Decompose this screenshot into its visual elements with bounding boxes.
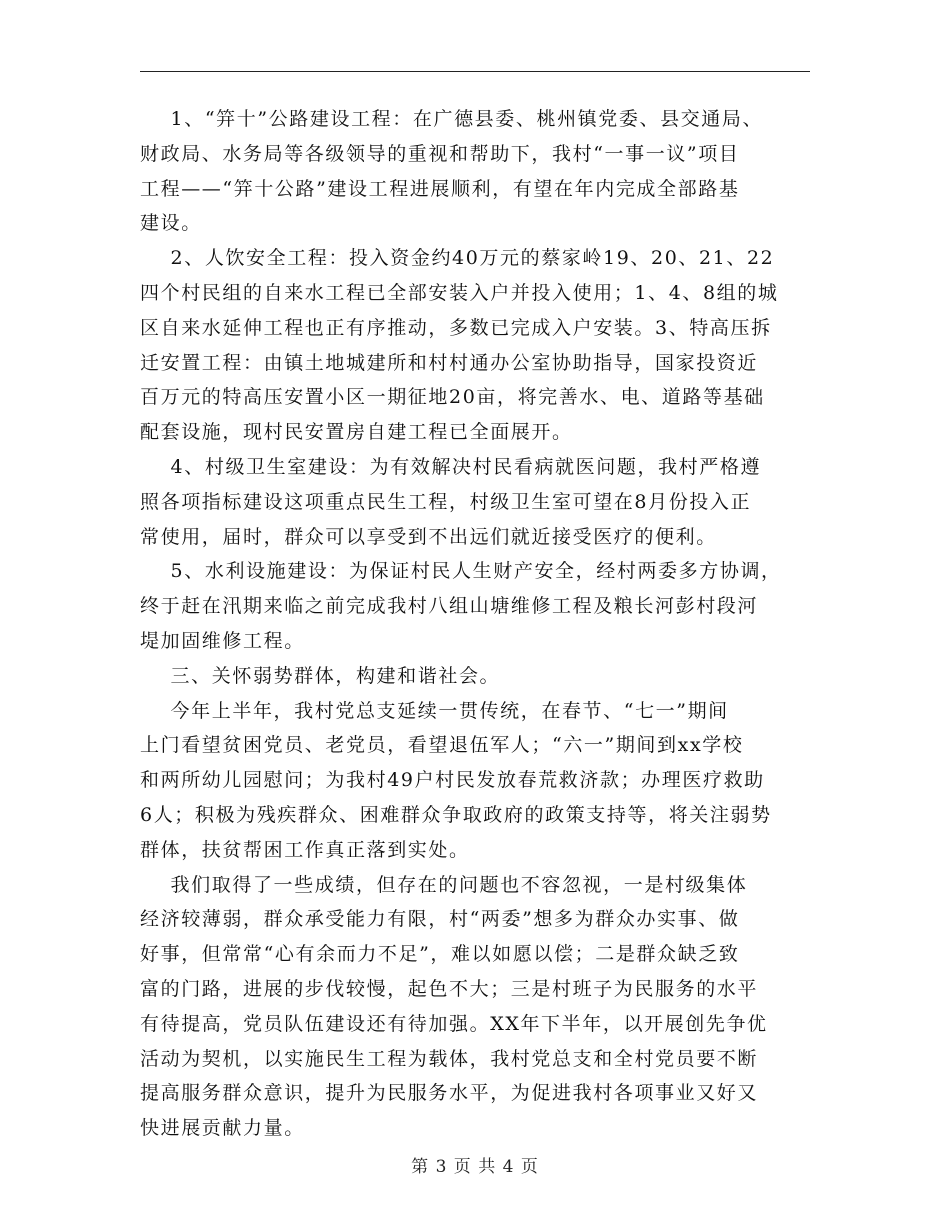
text-line: 活动为契机，以实施民生工程为载体，我村党总支和全村党员要不断 bbox=[140, 1047, 759, 1070]
text-line: 5、水利设施建设：为保证村民人生财产安全，经村两委多方协调， bbox=[140, 560, 782, 583]
text-line: 上门看望贫困党员、老党员，看望退伍军人；“六一”期间到xx学校 bbox=[140, 734, 744, 757]
section-heading bbox=[140, 659, 830, 694]
text-line: 四个村民组的自来水工程已全部安装入户并投入使用；1、4、8组的城 bbox=[140, 281, 779, 304]
document-body bbox=[140, 102, 830, 1146]
text-line: 区自来水延伸工程也正有序推动，多数已完成入户安装。3、特高压拆 bbox=[140, 316, 772, 339]
text-line: 快进展贡献力量。 bbox=[140, 1117, 305, 1140]
text-line: 我们取得了一些成绩，但存在的问题也不容忽视，一是村级集体 bbox=[140, 873, 748, 896]
paragraph-water-safety bbox=[140, 241, 830, 450]
text-line: 群体，扶贫帮困工作真正落到实处。 bbox=[140, 838, 470, 861]
text-line: 财政局、水务局等各级领导的重视和帮助下，我村“一事一议”项目 bbox=[140, 142, 740, 165]
page-number-footer: 第 3 页 共 4 页 bbox=[411, 1157, 539, 1177]
text-line: 三、关怀弱势群体，构建和谐社会。 bbox=[140, 664, 501, 687]
text-line: 1、“笄十”公路建设工程：在广德县委、桃州镇党委、县交通局、 bbox=[140, 108, 764, 130]
text-line: 2、人饮安全工程：投入资金约40万元的蔡家岭19、20、21、22 bbox=[140, 247, 775, 270]
paragraph-irrigation bbox=[140, 554, 830, 658]
text-line: 富的门路，进展的步伐较慢，起色不大；三是村班子为民服务的水平 bbox=[140, 977, 759, 1000]
text-line: 好事，但常常“心有余而力不足”，难以如愿以偿；二是群众缺乏致 bbox=[140, 943, 740, 966]
text-line: 配套设施，现村民安置房自建工程已全面展开。 bbox=[140, 421, 573, 444]
text-line: 提高服务群众意识，提升为民服务水平，为促进我村各项事业又好又 bbox=[140, 1082, 759, 1105]
text-line: 照各项指标建设这项重点民生工程，村级卫生室可望在8月份投入正 bbox=[140, 490, 752, 513]
paragraph-road-project bbox=[140, 102, 830, 241]
text-line: 和两所幼儿园慰问；为我村49户村民发放春荒救济款；办理医疗救助 bbox=[140, 769, 765, 792]
text-line: 4、村级卫生室建设：为有效解决村民看病就医问题，我村严格遵 bbox=[140, 455, 762, 478]
paragraph-clinic bbox=[140, 450, 830, 554]
text-line: 有待提高，党员队伍建设还有待加强。XX年下半年，以开展创先争优 bbox=[140, 1012, 768, 1035]
paragraph-vulnerable-groups bbox=[140, 694, 830, 868]
text-line: 百万元的特高压安置小区一期征地20亩，将完善水、电、道路等基础 bbox=[140, 386, 765, 409]
text-line: 常使用，届时，群众可以享受到不出远们就近接受医疗的便利。 bbox=[140, 525, 717, 548]
text-line: 今年上半年，我村党总支延续一贯传统，在春节、“七一”期间 bbox=[140, 699, 729, 722]
text-line: 工程——“笄十公路”建设工程进展顺利，有望在年内完成全部路基 bbox=[140, 177, 740, 200]
text-line: 迁安置工程：由镇土地城建所和村村通办公室协助指导，国家投资近 bbox=[140, 351, 759, 374]
text-line: 终于赶在汛期来临之前完成我村八组山塘维修工程及粮长河彭村段河 bbox=[140, 595, 759, 618]
text-line: 建设。 bbox=[140, 212, 202, 235]
paragraph-conclusion bbox=[140, 868, 830, 1146]
text-line: 经济较薄弱，群众承受能力有限，村“两委”想多为群众办实事、做 bbox=[140, 908, 740, 931]
text-line: 6人；积极为残疾群众、困难群众争取政府的政策支持等，将关注弱势 bbox=[140, 803, 772, 826]
text-line: 堤加固维修工程。 bbox=[140, 629, 305, 652]
header-rule bbox=[140, 71, 810, 72]
